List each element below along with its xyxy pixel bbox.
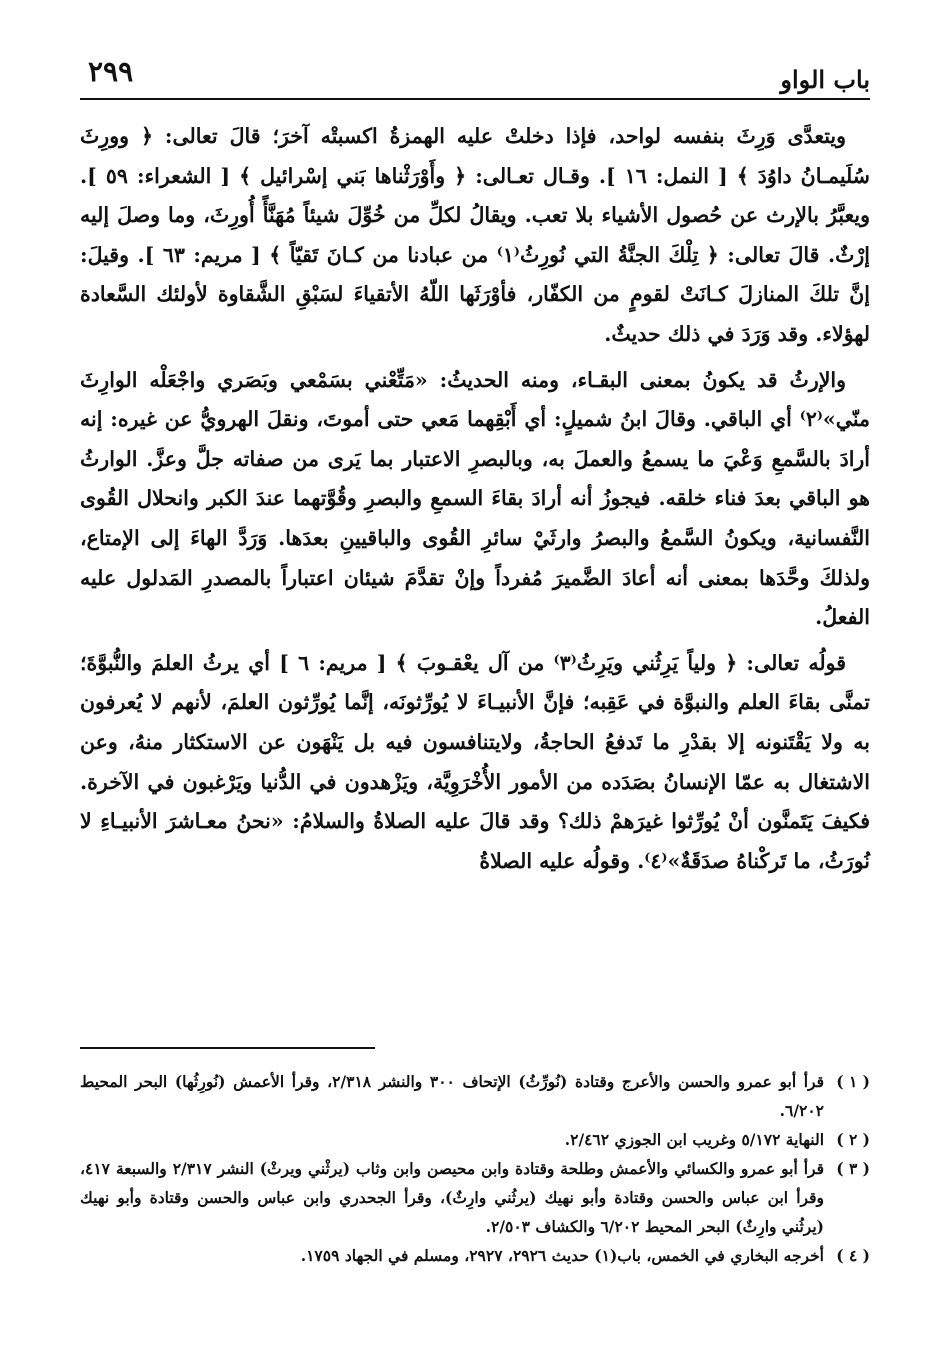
footnote-number: ( ١ ): [836, 1072, 870, 1091]
footnote: [80, 1241, 870, 1270]
footnote: [80, 1067, 870, 1125]
header-divider: [80, 98, 870, 100]
page-number: ٢٩٩: [88, 55, 134, 88]
book-page: [80, 55, 870, 1335]
footnote-number: ( ٣ ): [836, 1159, 870, 1178]
footnote: [80, 1125, 870, 1154]
footnote-text: أخرجه البخاري في الخمس، باب(١) حديث ٢٩٢٦، ٢٩٢٧، ومسلم في الجهاد ١٧٥٩.: [300, 1246, 824, 1265]
footnote-number: ( ٢ ): [836, 1130, 870, 1149]
footnote-text: قرأ أبو عمرو والكسائي والأعمش وطلحة وقتادة وابن محيصن وابن وثاب (يرثْني ويرثْ) النشر ٢/٣١٧ والسبعة ٤١٧، وقرأ ابن عباس والحسن وقتادة وأبو نهيك (يرثُني وارِثٌ)، وقرأ الجحدري وابن عباس والحسن وقتادة وأبو نهيك (يرثُني وارِثٌ) البحر المحيط ٦/٢٠٢ والكشاف ٢/٥٠٣.: [80, 1159, 824, 1236]
paragraph: قولُه تعالى: ﴿ ولياً يَرِثُني ويَرِثُ⁽٣⁾ من آل يعْقـوبَ ﴾ [ مريم: ٦ ] أي يرثُ العلمَ والنُّبوَّةَ؛ تمنَّى بقاءَ العلم والنبوَّة في عَقِبه؛ فإنَّ الأنبيـاءَ لا يُورِّثونَه، إنَّما يُورِّثون العلمَ، لأنهم لا يُعرفون به ولا يَقْتَنونه إلا بقدْرِ ما تَدفعُ الحاجةُ، ولايتنافسون فيه بل يَنْهَون عن الاستكثار منهُ، وعن الاشتغال به عمّا الإنسانُ بصَدَده من الأمور الأُخْرَوِيَّة، ويَزْهدون في الدُّنيا ويَرْغبون في الآخرة. فكيفَ يَتَمنَّون أنْ يُورِّثوا غيرَهمْ ذلك؟ وقد قالَ عليه الصلاةُ والسلامُ: «نحنُ معـاشرَ الأنبيـاءِ لا نُورَثُ، ما تَركْناهُ صدَقَةٌ»⁽٤⁾. وقولُه عليه الصلاةُ: [80, 650, 870, 873]
footnote-number: ( ٤ ): [836, 1246, 870, 1265]
chapter-title: باب الواو: [780, 65, 870, 94]
paragraph: والإرثُ قد يكونُ بمعنى البقـاء، ومنه الحديثُ: «مَتِّعْني بسَمْعي وبَصَري واجْعَلْه الوارِثَ منّي»⁽٢⁾ أي الباقي. وقالَ ابنُ شميلٍ: أي أَبْقِهما مَعي حتى أموتَ، ونقلَ الهرويُّ عن غيره: إنه أرادَ بالسَّمعِ وَعْيَ ما يسمعُ والعملَ به، وبالبصرِ الاعتبار بما يَرى من صفاته جلَّ وعزَّ. الوارثُ هو الباقي بعدَ فناء خلقه. فيجوزُ أنه أرادَ بقاءَ السمعِ والبصرِ وقُوَّتهما عندَ الكبر وانحلال القُوى النَّفسانية، ويكونُ السَّمعُ والبصرُ وارثَيْ سائرِ القُوى والباقيينِ بعدَها. وَرَدَّ الهاءَ إلى الإمتاع، ولذلكَ وحَّدَها بمعنى أنه أعادَ الضَّميرَ مُفرداً وإنْ تقدَّمَ شيئان اعتباراً بالمصدرِ المَدلول عليه الفعلُ.: [80, 367, 870, 630]
main-text: [80, 117, 870, 887]
footnotes: [80, 1067, 870, 1270]
footnote-divider: [80, 1047, 375, 1049]
footnote-text: قرأ أبو عمرو والحسن والأعرج وقتادة (نُورِّثُ) الإتحاف ٣٠٠ والنشر ٢/٣١٨، وقرأ الأعمش (نُورِثُها) البحر المحيط ٦/٢٠٢.: [80, 1072, 824, 1120]
page-header: [80, 55, 870, 95]
footnote: [80, 1154, 870, 1241]
paragraph: ويتعدَّى وَرِثَ بنفسه لواحد، فإذا دخلتْ عليه الهمزةُ اكسبتْه آخرَ؛ قالَ تعالى: ﴿ وورِثَ سُلَيمـانُ داوُدَ ﴾ [ النمل: ١٦ ]. وقـال تعـالى: ﴿ وأَوْرَثْناها بَني إسْرائيل ﴾ [ الشعراء: ٥٩ ]. ويعبَّرُ بالإرث عن حُصول الأشياء بلا تعب. ويقالُ لكلِّ من خُوِّلَ شيئاً مُهَنَّأً أُورِثَ، وما وصلَ إليه إرْثٌ. قالَ تعالى: ﴿ تِلْكَ الجنَّةُ التي نُورِثُ⁽١⁾ من عبادنا من كـانَ تَقيّاً ﴾ [ مريم: ٦٣ ]. وقيلَ: إنَّ تلكَ المنازلَ كـانَتْ لقومٍ من الكفّار، فأوْرَثَها اللّهُ الأتقياءَ لسَبْقِ الشَّقاوة لأولئك السَّعادة لهؤلاء. وقد وَرَدَ في ذلك حديثٌ.: [80, 124, 870, 346]
footnote-text: النهاية ٥/١٧٢ وغريب ابن الجوزي ٢/٤٦٢.: [564, 1130, 824, 1149]
